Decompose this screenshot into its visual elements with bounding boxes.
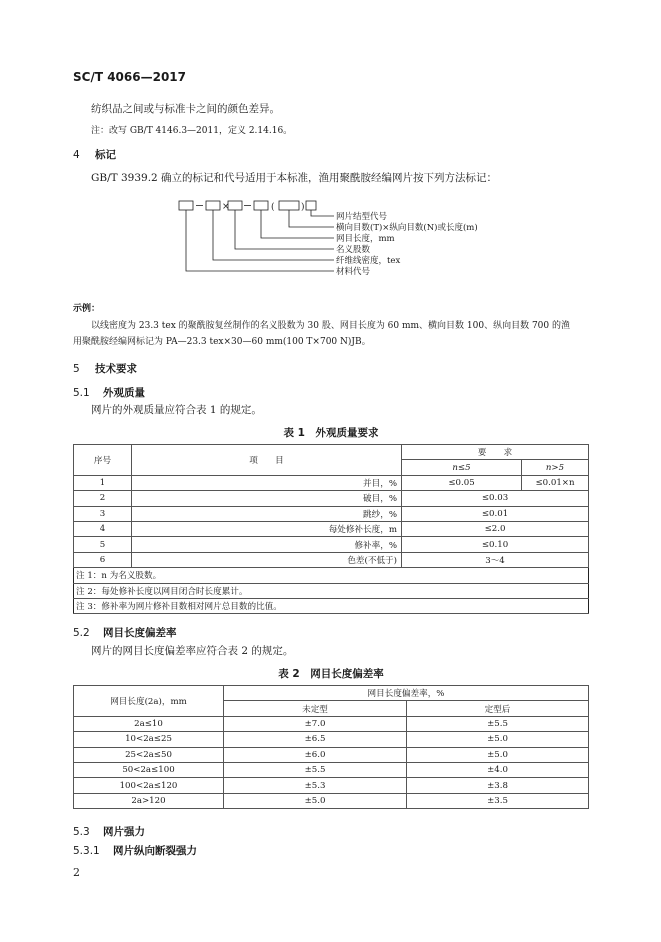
section-number: 4 [73, 149, 80, 161]
cell-item: 色差(不低于) [132, 552, 402, 567]
cell-set: ±5.0 [407, 747, 589, 762]
marking-lines [176, 200, 476, 300]
cell-item: 并目，% [132, 475, 402, 490]
cell-length: 50<2a≤100 [74, 762, 224, 777]
marking-intro-text: GB/T 3939.2 确立的标记和代号适用于本标准，渔用聚酰胺经编网片按下列方法标记： [91, 172, 498, 184]
table-row [74, 732, 589, 747]
s51-text: 网片的外观质量应符合表 1 的规定。 [91, 404, 262, 416]
table-note: 注 2：每处修补长度以网目闭合时长度累计。 [74, 583, 589, 598]
section-5-3-1-heading [73, 843, 197, 858]
section-4-heading [73, 147, 116, 162]
cell-unset: ±7.0 [224, 716, 407, 731]
mesh-deviation-table [73, 685, 589, 809]
header-no: 序号 [74, 445, 132, 476]
cell-unset: ±6.0 [224, 747, 407, 762]
cell-no: 2 [74, 491, 132, 506]
cell-set: ±3.5 [407, 793, 589, 808]
svg-text:): ) [301, 202, 305, 213]
cell-no: 3 [74, 506, 132, 521]
standard-header: SC/T 4066—2017 [73, 70, 186, 84]
appearance-table [73, 444, 589, 614]
table-note: 注 1：n 为名义股数。 [74, 568, 589, 583]
continuation-text: 纺织品之间或与标准卡之间的颜色差异。 [91, 103, 280, 115]
header-n-le-5: n≤5 [402, 460, 522, 475]
header-requirement: 要 求 [402, 445, 589, 460]
cell-unset: ±5.0 [224, 793, 407, 808]
section-5-1-heading [73, 385, 145, 400]
cell-set: ±5.0 [407, 732, 589, 747]
section-number: 5.3.1 [73, 845, 100, 857]
section-title: 技术要求 [95, 363, 137, 375]
box-count [279, 201, 299, 210]
table-row [74, 762, 589, 777]
box-knot [306, 201, 316, 210]
header-deviation: 网目长度偏差率，% [224, 686, 589, 701]
cell-no: 1 [74, 475, 132, 490]
section-number: 5.3 [73, 826, 90, 838]
example-title: 示例： [73, 304, 101, 314]
example-line-2: 用聚酰胺经编网标记为 PA—23.3 tex×30—60 mm(100 T×700 N)JB。 [73, 337, 371, 347]
label-mesh-length: 网目长度，mm [336, 234, 395, 244]
cell-value: ≤0.01 [402, 506, 589, 521]
section-title: 网片强力 [103, 826, 145, 838]
label-tex: 纤维线密度，tex [336, 256, 401, 266]
cell-value: ≤0.10 [402, 537, 589, 552]
cell-no: 6 [74, 552, 132, 567]
cell-set: ±4.0 [407, 762, 589, 777]
cell-item: 修补率，% [132, 537, 402, 552]
table1-caption: 表 1 外观质量要求 [283, 427, 379, 439]
example-line-1: 以线密度为 23.3 tex 的聚酰胺复丝制作的名义股数为 30 股、网目长度为 60 mm、横向目数 100、纵向目数 700 的渔 [91, 321, 570, 331]
header-set: 定型后 [407, 701, 589, 716]
label-knot-code: 网片结型代号 [336, 212, 388, 222]
header-unset: 未定型 [224, 701, 407, 716]
section-5-2-heading [73, 625, 177, 640]
cell-item: 每处修补长度，m [132, 521, 402, 536]
section-number: 5.2 [73, 627, 90, 639]
cell-value: 3～4 [402, 552, 589, 567]
table-note: 注 3：修补率为网片修补目数相对网片总目数的比值。 [74, 598, 589, 613]
box-tex [206, 201, 220, 210]
section-number: 5 [73, 363, 80, 375]
cell-item: 破目，% [132, 491, 402, 506]
page-number: 2 [73, 866, 80, 879]
cell-value-n-le-5: ≤0.05 [402, 475, 522, 490]
section-5-heading [73, 361, 137, 376]
label-material: 材料代号 [336, 267, 371, 277]
header-n-gt-5: n>5 [522, 460, 589, 475]
cell-value: ≤0.03 [402, 491, 589, 506]
label-ply: 名义股数 [336, 245, 371, 255]
cell-unset: ±6.5 [224, 732, 407, 747]
definition-note: 注：改写 GB/T 4146.3—2011，定义 2.14.16。 [91, 126, 293, 136]
cell-length: 2a>120 [74, 793, 224, 808]
cell-set: ±5.5 [407, 716, 589, 731]
table-row [74, 747, 589, 762]
box-mesh [254, 201, 268, 210]
table2-caption: 表 2 网目长度偏差率 [278, 668, 384, 680]
table-row [74, 778, 589, 793]
s52-text: 网片的网目长度偏差率应符合表 2 的规定。 [91, 645, 294, 657]
cell-no: 4 [74, 521, 132, 536]
cell-unset: ±5.5 [224, 762, 407, 777]
svg-text:(: ( [271, 202, 275, 213]
section-number: 5.1 [73, 387, 90, 399]
label-mesh-count: 横向目数(T)×纵向目数(N)或长度(m) [336, 223, 478, 233]
section-title: 网片纵向断裂强力 [113, 845, 197, 857]
table-row [74, 521, 589, 536]
cell-no: 5 [74, 537, 132, 552]
box-material [179, 201, 193, 210]
section-5-3-heading [73, 824, 145, 839]
table-row [74, 506, 589, 521]
table-row [74, 716, 589, 731]
cell-length: 2a≤10 [74, 716, 224, 731]
cell-value-n-gt-5: ≤0.01×n [522, 475, 589, 490]
cell-set: ±3.8 [407, 778, 589, 793]
header-item: 项 目 [132, 445, 402, 476]
table-row [74, 475, 589, 490]
table-row [74, 793, 589, 808]
cell-length: 25<2a≤50 [74, 747, 224, 762]
table-row [74, 491, 589, 506]
box-ply [228, 201, 242, 210]
marking-diagram [176, 200, 476, 300]
cell-length: 100<2a≤120 [74, 778, 224, 793]
section-title: 网目长度偏差率 [103, 627, 177, 639]
table-row [74, 552, 589, 567]
cell-item: 跳纱，% [132, 506, 402, 521]
section-title: 标记 [95, 149, 116, 161]
header-mesh-length: 网目长度(2a)，mm [74, 686, 224, 717]
svg-text:×: × [222, 202, 230, 212]
cell-value: ≤2.0 [402, 521, 589, 536]
cell-length: 10<2a≤25 [74, 732, 224, 747]
cell-unset: ±5.3 [224, 778, 407, 793]
section-title: 外观质量 [103, 387, 145, 399]
table-row [74, 537, 589, 552]
